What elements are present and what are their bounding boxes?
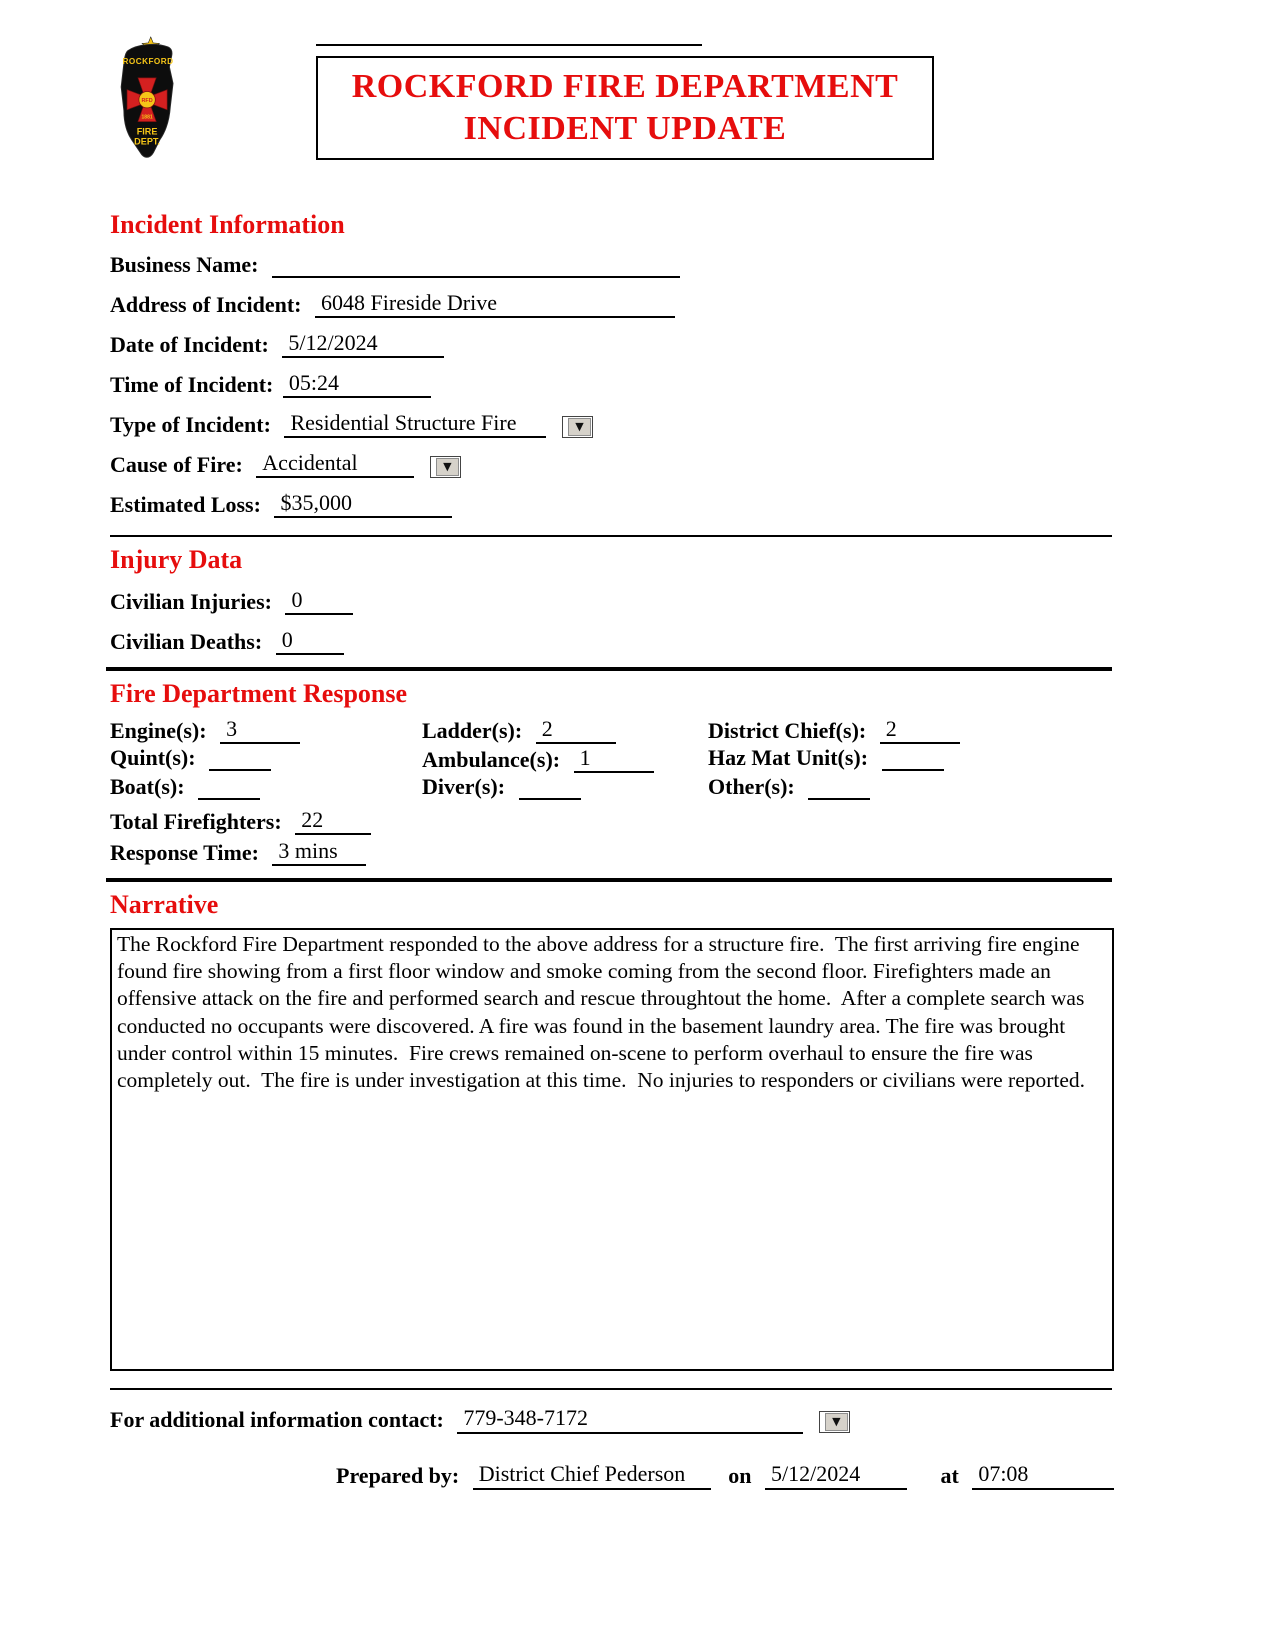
response-grid <box>110 715 1112 800</box>
ambulances-label: Ambulance(s): <box>422 747 561 772</box>
response-cell-quints <box>110 744 422 773</box>
prepared-by-label: Prepared by: <box>336 1463 460 1488</box>
civilian-injuries-label: Civilian Injuries: <box>110 589 272 614</box>
prepared-by-field[interactable]: District Chief Pederson <box>473 1460 711 1490</box>
ladders-field[interactable]: 2 <box>536 715 616 744</box>
hazmat-label: Haz Mat Unit(s): <box>708 745 869 770</box>
boats-label: Boat(s): <box>110 774 185 799</box>
field-row-civilian-deaths <box>110 626 1112 655</box>
contact-label: For additional information contact: <box>110 1407 444 1432</box>
district-chiefs-label: District Chief(s): <box>708 718 867 743</box>
engines-label: Engine(s): <box>110 718 207 743</box>
divers-field[interactable] <box>519 773 581 800</box>
type-dropdown[interactable] <box>562 416 593 438</box>
at-label: at <box>940 1463 959 1488</box>
engines-field[interactable]: 3 <box>220 715 300 744</box>
response-cell-hazmat <box>708 744 1112 773</box>
civilian-deaths-label: Civilian Deaths: <box>110 629 263 654</box>
response-cell-boats <box>110 773 422 800</box>
civilian-deaths-field[interactable]: 0 <box>276 626 344 655</box>
narrative-textarea[interactable]: The Rockford Fire Department responded to the above address for a structure fire. The first arriving fire engine found fire showing from a first floor window and smoke coming from the second floor. Firefighters made an offensive attack on the fire and performed search and rescue throughtout the home. After a complete search was conducted no occupants were discovered. A fire was found in the basement laundry area. The fire was brought under control within 15 minutes. Fire crews remained on-scene to perform overhaul to ensure the fire was completely out. The fire is under investigation at this time. No injuries to responders or civilians were reported. <box>110 928 1114 1371</box>
prepared-date-field[interactable]: 5/12/2024 <box>765 1460 907 1490</box>
section-heading-incident-information: Incident Information <box>110 210 345 239</box>
contact-dropdown[interactable] <box>819 1411 850 1433</box>
section-heading-response: Fire Department Response <box>110 679 408 708</box>
cause-dropdown[interactable] <box>430 456 461 478</box>
form-header <box>0 0 1265 210</box>
ambulances-field[interactable]: 1 <box>574 744 654 773</box>
field-row-loss <box>110 489 1112 518</box>
date-label: Date of Incident: <box>110 332 269 357</box>
logo-bottom-text-2: DEPT. <box>134 136 160 147</box>
loss-field[interactable]: $35,000 <box>274 489 452 518</box>
address-field[interactable]: 6048 Fireside Drive <box>315 289 675 318</box>
total-firefighters-field[interactable]: 22 <box>295 806 371 835</box>
chevron-down-icon: ▼ <box>568 418 591 436</box>
field-row-cause <box>110 449 1112 478</box>
ladders-label: Ladder(s): <box>422 718 523 743</box>
prepared-time-field[interactable]: 07:08 <box>972 1460 1114 1490</box>
response-time-field[interactable]: 3 mins <box>272 837 366 866</box>
response-cell-divers <box>422 773 708 800</box>
cause-field[interactable]: Accidental <box>256 449 414 478</box>
response-cell-engines <box>110 715 422 744</box>
cause-label: Cause of Fire: <box>110 452 243 477</box>
section-divider <box>106 878 1112 882</box>
time-label: Time of Incident: <box>110 372 274 397</box>
separator-line <box>110 535 1112 537</box>
field-row-type <box>110 409 1112 438</box>
section-heading-narrative: Narrative <box>110 890 219 919</box>
boats-field[interactable] <box>198 773 260 800</box>
response-cell-ambulances <box>422 744 708 773</box>
time-field[interactable]: 05:24 <box>283 369 431 398</box>
civilian-injuries-field[interactable]: 0 <box>285 586 353 615</box>
title-box <box>316 56 934 160</box>
total-firefighters-label: Total Firefighters: <box>110 809 282 834</box>
response-cell-district-chiefs <box>708 715 1112 744</box>
section-heading-injury-data: Injury Data <box>110 545 243 574</box>
response-cell-ladders <box>422 715 708 744</box>
field-row-address <box>110 289 1112 318</box>
form-title-line1: ROCKFORD FIRE DEPARTMENT <box>351 68 899 105</box>
hazmat-field[interactable] <box>882 744 944 771</box>
business-name-field[interactable] <box>272 251 680 278</box>
header-top-line <box>316 44 702 46</box>
quints-label: Quint(s): <box>110 745 196 770</box>
on-label: on <box>728 1463 752 1488</box>
loss-label: Estimated Loss: <box>110 492 261 517</box>
rockford-fire-dept-logo <box>102 36 194 168</box>
chevron-down-icon: ▼ <box>825 1413 848 1431</box>
logo-bottom-text-1: FIRE <box>136 126 158 137</box>
field-row-response-time <box>110 837 1112 866</box>
quints-field[interactable] <box>209 744 271 771</box>
type-label: Type of Incident: <box>110 412 271 437</box>
business-name-label: Business Name: <box>110 252 259 277</box>
separator-line <box>110 1388 1112 1390</box>
type-field[interactable]: Residential Structure Fire <box>284 409 546 438</box>
logo-year-text: 1881 <box>141 114 153 121</box>
form-title-line2: INCIDENT UPDATE <box>463 110 787 147</box>
chevron-down-icon: ▼ <box>436 458 459 476</box>
contact-row <box>110 1404 1112 1434</box>
date-field[interactable]: 5/12/2024 <box>282 329 444 358</box>
response-cell-other <box>708 773 1112 800</box>
other-label: Other(s): <box>708 774 795 799</box>
field-row-time <box>110 369 1112 398</box>
contact-field[interactable]: 779-348-7172 <box>457 1404 803 1434</box>
other-field[interactable] <box>808 773 870 800</box>
response-time-label: Response Time: <box>110 840 259 865</box>
field-row-date <box>110 329 1112 358</box>
prepared-by-row <box>336 1460 1112 1490</box>
district-chiefs-field[interactable]: 2 <box>880 715 960 744</box>
logo-arc-text: ROCKFORD <box>122 57 174 67</box>
field-row-business-name <box>110 251 1112 278</box>
divers-label: Diver(s): <box>422 774 506 799</box>
field-row-total-firefighters <box>110 806 1112 835</box>
field-row-civilian-injuries <box>110 586 1112 615</box>
logo-center-text: RFD <box>141 98 153 104</box>
address-label: Address of Incident: <box>110 292 302 317</box>
section-divider <box>106 667 1112 671</box>
